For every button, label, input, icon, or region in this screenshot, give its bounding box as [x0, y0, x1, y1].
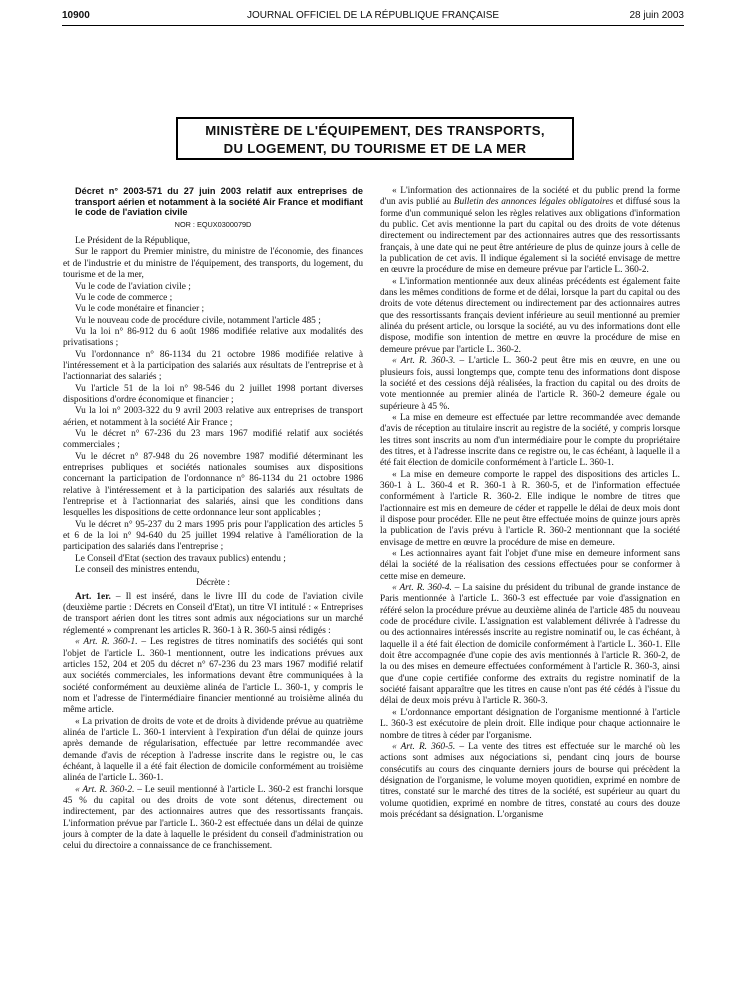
visa-paragraph: Vu le nouveau code de procédure civile, notamment l'article 485 ;	[75, 315, 321, 326]
president-line: Le Président de la République,	[75, 236, 190, 247]
decrete-heading: Décrète :	[196, 578, 230, 589]
article-r360-3-para-3: « La mise en demeure comporte le rappel des dispositions des articles L. 360-1 à L. 360-4 et R. 360-1 à R. 360-5, et de l'information effectuée conformément à l'article R. 360-2. Elle indique le nombre de titres que l'actionnaire est mis en demeure de céder et rappelle le délai de deux mois dont il dispose pour procéder. Elle ne peut être effectuée moins de quinze jours après la publication de l'avis prévu à l'article R. 360-2 mentionnant que la société envisage de mettre en œuvre la procédure de mise en demeure.	[380, 469, 680, 548]
left-column	[63, 186, 363, 853]
visa-paragraph: Vu le code de commerce ;	[75, 292, 173, 303]
article-r360-2-para-3: « L'information mentionnée aux deux alinéas précédents est également faite dans les mêmes conditions de forme et de délai, lorsque la part du capital ou des droits de vote détenus directement ou indirectement par des actionnaires autres que des ressortissants français devient inférieure au seuil mentionné au premier alinéa du présent article, ou lorsque la société, au vu des informations dont elle dispose, modifie son intention de mettre en œuvre la procédure de mise en demeure prévue par l'article L. 360-2.	[380, 276, 680, 355]
article-r360-2-label: « Art. R. 360-2.	[75, 784, 135, 795]
nor-reference: NOR : EQUX0300079D	[174, 219, 252, 229]
article-r360-5-label: « Art. R. 360-5.	[392, 741, 456, 752]
article-1-label: Art. 1er.	[75, 591, 111, 602]
article-r360-1	[63, 637, 363, 716]
visa-paragraph: Vu le décret n° 67-236 du 23 mars 1967 modifié relatif aux sociétés commerciales ;	[63, 428, 363, 451]
article-r360-2	[63, 785, 363, 853]
article-r360-1-label: « Art. R. 360-1.	[75, 637, 138, 648]
visa-paragraph: Sur le rapport du Premier ministre, du ministre de l'économie, des finances et de l'industrie et du ministre de l'équipement, des transports, du logement, du tourisme et de la mer,	[63, 247, 363, 281]
article-1-text: – Il est inséré, dans le livre III du code de l'aviation civile (deuxième partie : Décrets en Conseil d'Etat), un titre VI intitulé : « Entreprises de transport aérien dont les titres sont admis aux négociations sur un marché réglementé » comprenant les articles R. 360-1 à R. 360-5 ainsi rédigés :	[63, 591, 363, 636]
ministry-line-2: DU LOGEMENT, DU TOURISME ET DE LA MER	[223, 141, 527, 156]
visa-paragraph: Vu l'ordonnance n° 86-1134 du 21 octobre 1986 modifiée relative à l'intéressement et à la participation des salariés aux résultats de l'entreprise et à l'actionnariat des salariés ;	[63, 349, 363, 383]
visa-paragraph: Vu la loi n° 86-912 du 6 août 1986 modifiée relative aux modalités des privatisations ;	[63, 326, 363, 349]
article-r360-3	[380, 356, 680, 413]
right-column	[380, 186, 680, 821]
article-r360-3-para-2: « La mise en demeure est effectuée par lettre recommandée avec demande d'avis de réception au titulaire inscrit au registre de la société, y compris lorsque les titres sont inscrits au nom d'un intermédiaire pour le compte du propriétaire des titres, et à l'adresse inscrite dans ce registre ou, le cas échéant, à laquelle il a été fait élection de domicile conformément à l'article L. 360-1.	[380, 412, 680, 469]
journal-title: JOURNAL OFFICIEL DE LA RÉPUBLIQUE FRANÇAISE	[246, 10, 500, 21]
page-number: 10900	[62, 10, 90, 21]
visa-paragraph: Le Conseil d'Etat (section des travaux publics) entendu ;	[75, 553, 286, 564]
article-r360-3-para-4: « Les actionnaires ayant fait l'objet d'une mise en demeure informent sans délai la société de la réalisation des cessions effectuées pour se conformer à cette mise en demeure.	[380, 549, 680, 582]
article-r360-2-para-2	[380, 186, 680, 277]
visa-paragraph: Vu le code monétaire et financier ;	[75, 304, 205, 315]
visa-paragraph: Vu la loi n° 2003-322 du 9 avril 2003 relative aux entreprises de transport aérien, et notamment à la société Air France ;	[63, 406, 363, 428]
article-r360-4-para-2: « L'ordonnance emportant désignation de l'organisme mentionné à l'article L. 360-3 est exécutoire de plein droit. Elle indique pour chaque actionnaire le nombre de titres à céder par l'organisme.	[380, 707, 680, 741]
article-r360-3-text: – L'article L. 360-2 peut être mis en œuvre, en une ou plusieurs fois, aussi longtemps que, compte tenu des informations dont dispose la société et des cessions déjà réalisées, la fraction du capital ou des droits de vote mentionnée au premier alinéa de l'article R. 360-2 demeure égale ou supérieure à 45 %.	[380, 356, 681, 412]
article-r360-4	[380, 583, 680, 708]
article-r360-1-text: – Les registres de titres nominatifs des sociétés qui sont l'objet de l'article L. 360-1 mentionnent, outre les indications prévues aux articles 152, 204 et 205 du décret n° 67-236 du 23 mars 1967 modifié relatif aux sociétés commerciales, les informations devant être communiquées à la société conformément au deuxième alinéa de l'article L. 360-1, y compris le nom et l'adresse de l'intermédiaire financier mentionné au troisième alinéa du même article.	[63, 637, 363, 716]
para-text: « L'information des actionnaires de la société et du public prend la forme d'un avis publié au	[380, 186, 680, 208]
decree-title: Décret n° 2003-571 du 27 juin 2003 relatif aux entreprises de transport aérien et notamment à la société Air France et modifiant le code de l'aviation civile	[75, 186, 363, 218]
article-r360-3-label: « Art. R. 360-3.	[392, 356, 456, 367]
visa-paragraph: Vu le décret n° 95-237 du 2 mars 1995 pris pour l'application des articles 5 et 6 de la loi n° 94-640 du 25 juillet 1994 relative à l'amélioration de la participation des salariés dans l'entreprise ;	[63, 519, 363, 553]
article-r360-5	[380, 742, 680, 821]
ministry-heading-box	[176, 117, 574, 160]
visa-paragraph: Le conseil des ministres entendu,	[75, 565, 200, 576]
bulletin-title: Bulletin des annonces légales obligatoires	[453, 197, 614, 208]
visa-paragraph: Vu l'article 51 de la loi n° 98-546 du 2 juillet 1998 portant diverses dispositions d'ordre économique et financier ;	[63, 383, 363, 405]
article-r360-1-para-2: « La privation de droits de vote et de droits à dividende prévue au quatrième alinéa de l'article L. 360-1 intervient à l'expiration d'un délai de quinze jours après demande de régularisation, effectuée par lettre recommandée avec demande d'avis de réception à l'adresse inscrite dans le registre ou, le cas échéant, à laquelle il a été fait élection de domicile conformément au troisième alinéa de l'article L. 360-1.	[63, 716, 363, 784]
visa-paragraph: Vu le décret n° 87-948 du 26 novembre 1987 modifié déterminant les entreprises publiques et sociétés nationales soumises aux dispositions concernant la participation de l'ordonnance n° 86-1134 du 21 octobre 1986 relative à l'intéressement et à la participation des salariés aux résultats de l'entreprise et à l'actionnariat des salariés, ainsi que les conditions dans lesquelles les dispositions de cette ordonnance leur sont applicables ;	[63, 451, 363, 519]
article-r360-4-text: – La saisine du président du tribunal de grande instance de Paris mentionnée à l'article L. 360-3 est effectuée par voie d'assignation en référé selon la procédure prévue au deuxième alinéa de l'article 485 du nouveau code de procédure civile. L'assignation est valablement délivrée à l'adresse du ou des actionnaires intéressés inscrite au registre nominatif ou, le cas échéant, à laquelle il a été fait élection de domicile conformément à l'article L. 360-1. Elle doit être accompagnée d'une copie des avis mentionnés à l'article R. 360-2, de la ou des mises en demeure effectuées conformément à l'article R. 360-3, ainsi que d'une copie certifiée conforme des extraits du registre nominatif de la société faisant apparaître que les titres en cause n'ont pas été cédés à l'issue du délai de deux mois prévu à l'article R. 360-3.	[380, 583, 681, 707]
article-1	[63, 592, 363, 637]
page-header	[62, 10, 684, 26]
visa-paragraph: Vu le code de l'aviation civile ;	[75, 281, 191, 292]
ministry-line-1: MINISTÈRE DE L'ÉQUIPEMENT, DES TRANSPORTS,	[205, 123, 545, 138]
publication-date: 28 juin 2003	[629, 10, 684, 21]
para-text: et diffusé sous la forme d'un communiqué selon les règles relatives aux obligations d'information du public. Cet avis mentionne la part du capital ou des droits de vote détenus directement ou indirectement par des actionnaires autres que des ressortissants français, à une date qui ne peut être antérieure de plus de quinze jours à celle de la publication de cet avis. Il indique également si la société envisage de mettre en œuvre la procédure de mise en demeure prévue par l'article L. 360-2.	[380, 197, 680, 276]
article-r360-4-label: « Art. R. 360-4.	[392, 583, 452, 594]
header-rule	[62, 25, 684, 26]
article-r360-5-text: – La vente des titres est effectuée sur le marché où les actions sont admises aux négociations si, pendant cinq jours de bourse consécutifs au cours des cinquante derniers jours de bourse qui précèdent la désignation de l'organisme, le volume moyen quotidien, exprimé en nombre de titres, constaté sur le marché des titres de la société, est supérieur au quart du volume quotidien, exprimé en nombre de titres, constaté au cours des douze mois précédant sa désignation. L'organisme	[380, 741, 681, 820]
article-r360-2-text: – Le seuil mentionné à l'article L. 360-2 est franchi lorsque 45 % du capital ou des droits de vote sont détenus, directement ou indirectement, par des actionnaires autres que des ressortissants français. L'information prévue par l'article L. 360-2 est effectuée dans un délai de quinze jours à compter de la date à laquelle le président du conseil d'administration ou celui du directoire a connaissance de ce franchissement.	[63, 784, 364, 852]
